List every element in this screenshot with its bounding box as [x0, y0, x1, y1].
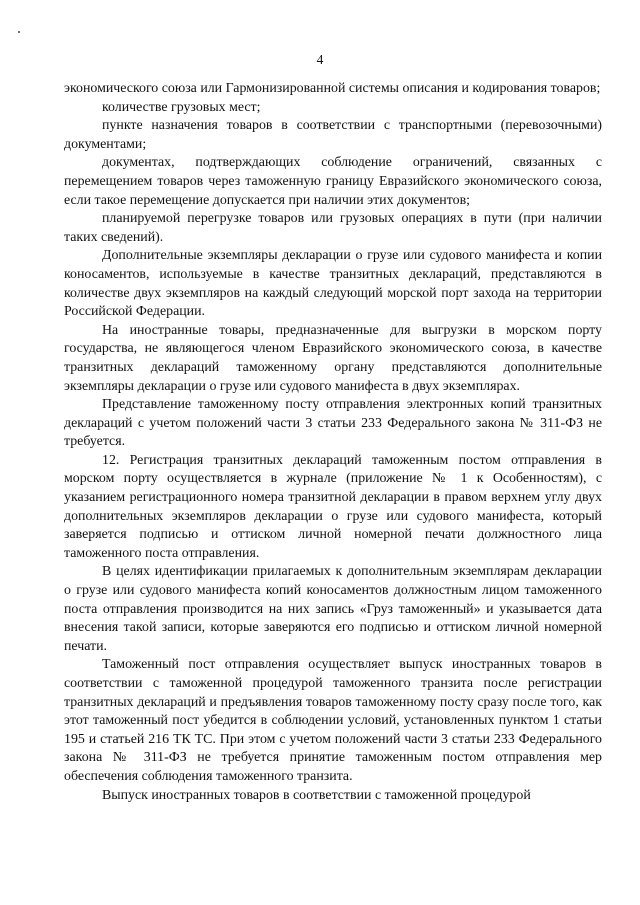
- paragraph: планируемой перегрузке товаров или грузовых операциях в пути (при наличии таких сведений).: [64, 211, 602, 245]
- page-number: 4: [316, 52, 324, 67]
- paragraph: экономического союза или Гармонизированной системы описания и кодирования товаров;: [64, 81, 601, 96]
- paragraph: Дополнительные экземпляры декларации о грузе или судового манифеста и копии коносаментов, используемые в качестве транзитных деклараций, представляются в количестве двух экземпляров на каждый следующий морской порт захода на территории Российской Федерации.: [64, 248, 602, 320]
- paragraph: документах, подтверждающих соблюдение ограничений, связанных с перемещением товаров через таможенную границу Евразийского экономического союза, если такое перемещение допускается при наличии этих документов;: [64, 155, 602, 208]
- paragraph: 12. Регистрация транзитных деклараций таможенным постом отправления в морском порту осуществляется в журнале (приложение № 1 к Особенностям), с указанием регистрационного номера транзитной декларации в правом верхнем углу двух дополнительных экземпляров декларации о грузе или судового манифеста, который заверяется подписью и оттиском личной номерной печати должностного лица таможенного поста отправления.: [64, 452, 602, 561]
- paragraph: Представление таможенному посту отправления электронных копий транзитных деклараций с учетом положений части 3 статьи 233 Федерального закона № 311-ФЗ не требуется.: [64, 397, 602, 450]
- paragraph: количестве грузовых мест;: [102, 99, 261, 115]
- paragraph: В целях идентификации прилагаемых к дополнительным экземплярам декларации о грузе или судового манифеста копий коносаментов должностным лицом таможенного поста отправления производится на них запись «Груз таможенный» и указывается дата внесения такой записи, которые заверяются его подписью и оттиском личной номерной печати.: [64, 564, 602, 654]
- paragraph: пункте назначения товаров в соответствии с транспортными (перевозочными) документами;: [64, 118, 602, 152]
- paragraph: Таможенный пост отправления осуществляет выпуск иностранных товаров в соответствии с таможенной процедурой таможенного транзита после регистрации транзитных деклараций и предъявления товаров таможенному посту сразу после того, как этот таможенный пост убедится в соблюдении условий, установленных пунктом 1 статьи 195 и статьей 216 ТК ТС. При этом с учетом положений части 3 статьи 233 Федерального закона № 311-ФЗ не требуется принятие таможенным постом отправления мер обеспечения соблюдения таможенного транзита.: [64, 657, 602, 784]
- paragraph: Выпуск иностранных товаров в соответствии с таможенной процедурой: [102, 787, 531, 803]
- paragraph: На иностранные товары, предназначенные для выгрузки в морском порту государства, не являющегося членом Евразийского экономического союза, в качестве транзитных деклараций таможенному органу представляются дополнительные экземпляры декларации о грузе или судового манифеста в двух экземплярах.: [64, 322, 602, 394]
- body-text: [64, 80, 602, 805]
- scan-speck: [18, 31, 20, 33]
